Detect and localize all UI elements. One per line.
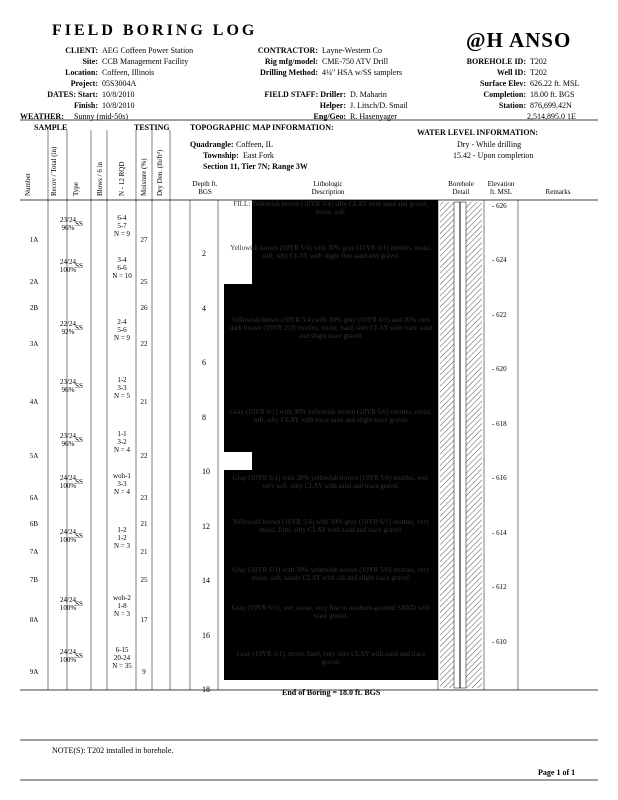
sample-recovery: 24/24 xyxy=(60,596,76,604)
sample-blows: 5-7 xyxy=(117,222,127,230)
sample-id: 2A xyxy=(29,278,39,286)
eng-value: R. Hasenyager xyxy=(350,112,398,121)
sample-blows: 1-8 xyxy=(117,602,127,610)
sample-n-value: N = 10 xyxy=(112,272,132,280)
sample-blows: 5-6 xyxy=(117,326,127,334)
lithologic-description: Yellowish brown (10YR 5/4) with 30% gray (10YR 6/1) mottles, very moist, firm, silty CLAY with sand and trace gravel. xyxy=(232,518,430,534)
sample-percent: 100% xyxy=(59,266,77,274)
col-elev-2: ft. MSL xyxy=(489,188,513,196)
sample-type: SS xyxy=(75,478,83,486)
sample-recovery: 23/24 xyxy=(60,432,76,440)
staff-label: FIELD STAFF: Driller: xyxy=(264,90,346,99)
sample-n-value: N = 4 xyxy=(113,488,130,496)
col-type: Type xyxy=(72,182,80,196)
sample-blows: 6-15 xyxy=(115,646,129,654)
sample-blows: 1-2 xyxy=(117,376,127,384)
elevation-label: - 616 xyxy=(492,474,507,483)
sample-type: SS xyxy=(75,652,83,660)
company-logo-text: @H ANSO xyxy=(466,28,572,52)
location-label: Location: xyxy=(65,68,98,77)
sample-blows: 3-2 xyxy=(117,438,127,446)
finish-date: 10/8/2010 xyxy=(102,101,135,110)
col-dry-density: Dry Den. (lb/ft³) xyxy=(156,149,164,196)
borehole-value: T202 xyxy=(530,57,547,66)
station-label: Station: xyxy=(498,101,526,110)
completion-value: 18.00 ft. BGS xyxy=(530,90,575,99)
sample-moisture: 21 xyxy=(140,520,148,528)
rig-label: Rig mfg/model: xyxy=(264,57,318,66)
sample-recovery: 24/24 xyxy=(60,258,76,266)
drilling-value: 4¼" HSA w/SS samplers xyxy=(322,68,403,77)
sample-type: SS xyxy=(75,532,83,540)
sample-type: SS xyxy=(75,600,83,608)
col-litho-2: Description xyxy=(311,188,345,196)
project-label: Project: xyxy=(70,79,98,88)
township-label: Township: xyxy=(203,151,239,160)
sample-blows: 1-2 xyxy=(117,534,127,542)
depth-label: 4 xyxy=(202,303,206,313)
site-value: CCB Management Facility xyxy=(102,57,189,66)
sample-recovery: 22/24 xyxy=(60,320,76,328)
section-line: Section 11, Tier 7N; Range 3W xyxy=(203,162,308,171)
sample-percent: 100% xyxy=(59,604,77,612)
depth-label: 16 xyxy=(202,630,210,640)
weather-label: WEATHER: xyxy=(20,112,64,121)
sample-recovery: 24/24 xyxy=(60,474,76,482)
station-value: 876,699.42N xyxy=(530,101,572,110)
helper-label: Helper: xyxy=(319,101,346,110)
col-borehole-2: Detail xyxy=(452,188,470,196)
lithologic-description: Gray (10YR 6/1) with 30% yellowish brown (10YR 5/6) mottles, wet, very soft, silty CLAY with sand and trace gravel. xyxy=(232,474,430,490)
start-date: 10/8/2010 xyxy=(102,90,135,99)
sample-percent: 96% xyxy=(61,224,75,232)
completion-label: Completion: xyxy=(483,90,526,99)
sample-n-value: N = 9 xyxy=(113,334,130,342)
end-of-boring: End of Boring = 18.0 ft. BGS xyxy=(282,688,381,697)
sample-id: 9A xyxy=(29,668,39,676)
water-heading: WATER LEVEL INFORMATION: xyxy=(417,128,539,137)
depth-label: 12 xyxy=(202,521,210,531)
depth-label: 14 xyxy=(202,576,210,586)
helper-value: J. Litsch/D. Smail xyxy=(350,101,408,110)
sample-percent: 100% xyxy=(59,536,77,544)
contractor-label: CONTRACTOR: xyxy=(257,46,318,55)
well-value: T202 xyxy=(530,68,547,77)
sample-moisture: 27 xyxy=(140,236,148,244)
note-text: NOTE(S): T202 installed in borehole. xyxy=(52,746,174,755)
sample-blows: 20-24 xyxy=(113,654,131,662)
rig-value: CME-750 ATV Drill xyxy=(322,57,389,66)
elevation-label: - 620 xyxy=(492,365,507,374)
sample-id: 5A xyxy=(29,452,39,460)
sample-blows: 6-4 xyxy=(117,214,127,222)
sample-blows: 6-6 xyxy=(117,264,127,272)
lithologic-description: Gray (10YR 6/1) with 30% yellowish brown (10YR 5/6) mottles, moist, soft, silty CLAY with trace sand and slight trace gravel. xyxy=(229,408,433,424)
sample-id: 8A xyxy=(29,616,39,624)
surface-value: 626.22 ft. MSL xyxy=(530,79,580,88)
elevation-label: - 612 xyxy=(492,583,507,592)
sample-blows: woh-1 xyxy=(113,472,131,480)
water-line-2: 15.42 - Upon completion xyxy=(453,151,534,160)
sample-recovery: 24/24 xyxy=(60,648,76,656)
sample-n-value: N = 35 xyxy=(112,662,132,670)
elevation-label: - 614 xyxy=(492,528,507,537)
sample-percent: 100% xyxy=(59,656,77,664)
testing-heading: TESTING xyxy=(134,123,170,132)
surface-label: Surface Elev: xyxy=(480,79,526,88)
depth-label: 2 xyxy=(202,249,206,259)
borehole-label: BOREHOLE ID: xyxy=(466,57,526,66)
sample-blows: 2-4 xyxy=(117,318,127,326)
sample-percent: 96% xyxy=(61,386,75,394)
weather-value: Sunny (mid-50s) xyxy=(74,112,128,121)
sample-blows: 1-1 xyxy=(117,430,127,438)
col-n-rqd: N - 12 RQD xyxy=(118,161,126,196)
sample-moisture: 9 xyxy=(142,668,146,676)
sample-id: 2B xyxy=(29,304,39,312)
col-blows: Blows / 6 in xyxy=(96,161,104,196)
sample-moisture: 23 xyxy=(140,494,148,502)
sample-id: 7A xyxy=(29,548,39,556)
sample-moisture: 26 xyxy=(140,304,148,312)
sample-n-value: N = 3 xyxy=(113,610,130,618)
sample-blows: 3-3 xyxy=(117,480,127,488)
lithologic-description: Gray (10YR 6/1), moist, hard, very silty CLAY with sand and trace gravel. xyxy=(236,650,426,666)
depth-label: 18 xyxy=(202,685,210,694)
col-depth: Depth ft. BGS xyxy=(192,180,218,196)
elevation-label: - 624 xyxy=(492,256,507,265)
col-recov: Recov / Total (in) xyxy=(50,146,58,196)
sample-percent: 96% xyxy=(61,440,75,448)
sample-id: 7B xyxy=(29,576,39,584)
quad-value: Coffeen, IL xyxy=(236,140,274,149)
sample-moisture: 21 xyxy=(140,398,148,406)
sample-moisture: 25 xyxy=(140,576,148,584)
redaction-block xyxy=(252,452,438,470)
project-value: 05S3004A xyxy=(102,79,137,88)
sample-recovery: 23/24 xyxy=(60,378,76,386)
log-title: FIELD BORING LOG xyxy=(52,22,258,39)
sample-moisture: 22 xyxy=(140,340,148,348)
well-label: Well ID: xyxy=(496,68,526,77)
sample-n-value: N = 4 xyxy=(113,446,130,454)
sample-percent: 92% xyxy=(61,328,75,336)
sample-moisture: 21 xyxy=(140,548,148,556)
sample-blows: 3-4 xyxy=(117,256,127,264)
sample-n-value: N = 9 xyxy=(113,230,130,238)
sample-moisture: 25 xyxy=(140,278,148,286)
client-value: AEG Coffeen Power Station xyxy=(102,46,194,55)
sample-recovery: 24/24 xyxy=(60,528,76,536)
col-moisture: Moisture (%) xyxy=(140,158,148,196)
col-borehole-1: Borehole xyxy=(448,180,474,188)
sample-type: SS xyxy=(75,220,83,228)
drilling-label: Drilling Method: xyxy=(260,68,318,77)
sample-id: 4A xyxy=(29,398,39,406)
depth-label: 8 xyxy=(202,412,206,422)
sample-type: SS xyxy=(75,436,83,444)
sample-id: 6B xyxy=(29,520,39,528)
sample-recovery: 23/24 xyxy=(60,216,76,224)
elevation-label: - 622 xyxy=(492,310,507,319)
lithologic-description: Gray (10YR 6/1), wet, loose, very fine to medium-grained SAND with trace gravel. xyxy=(231,604,431,620)
elevation-label: - 626 xyxy=(492,201,507,210)
location-value: Coffeen, Illinois xyxy=(102,68,155,77)
dates-label: DATES: Start: xyxy=(47,90,98,99)
lithologic-description: FILL: Yellowish brown (10YR 5/4) silty CLAY with sand and gravel, moist, soft. xyxy=(233,200,429,216)
topo-heading: TOPOGRAPHIC MAP INFORMATION: xyxy=(190,123,334,132)
sample-heading: SAMPLE xyxy=(34,123,68,132)
finish-label: Finish: xyxy=(73,101,98,110)
water-line-1: Dry - While drilling xyxy=(457,140,522,149)
sample-id: 3A xyxy=(29,340,39,348)
sample-moisture: 22 xyxy=(140,452,148,460)
sample-n-value: N = 5 xyxy=(113,392,130,400)
lithologic-description: Gray (10YR 6/1) with 30% yellowish brown (10YR 5/6) mottles, very moist, soft, sandy CLAY with silt and slight trace gravel. xyxy=(232,566,430,582)
col-litho-1: Lithologic xyxy=(313,180,343,188)
sample-n-value: N = 3 xyxy=(113,542,130,550)
sample-id: 6A xyxy=(29,494,39,502)
sample-type: SS xyxy=(75,382,83,390)
quad-label: Quadrangle: xyxy=(190,140,234,149)
sample-moisture: 17 xyxy=(140,616,148,624)
col-number: Number xyxy=(24,173,32,196)
depth-label: 10 xyxy=(202,467,210,477)
sample-percent: 100% xyxy=(59,482,77,490)
elevation-label: - 618 xyxy=(492,419,507,428)
client-label: CLIENT: xyxy=(65,46,98,55)
sample-id: 1A xyxy=(29,236,39,244)
col-elev-1: Elevation xyxy=(487,180,515,188)
sample-type: SS xyxy=(75,324,83,332)
lithologic-description: Yellowish brown (10YR 5/4) with 30% gray (10YR 6/1) mottles, moist, soft, silty CLAY with slight fine sand and gravel. xyxy=(230,244,432,260)
col-remarks: Remarks xyxy=(545,188,571,196)
station-value-2: 2,514,895.0 1E xyxy=(527,112,576,121)
sample-blows: 1-2 xyxy=(117,526,127,534)
contractor-value: Layne-Western Co xyxy=(322,46,382,55)
site-label: Site: xyxy=(82,57,98,66)
sample-type: SS xyxy=(75,262,83,270)
sample-blows: woh-2 xyxy=(113,594,131,602)
sample-blows: 3-3 xyxy=(117,384,127,392)
township-value: East Fork xyxy=(243,151,274,160)
driller-value: D. Maharin xyxy=(350,90,387,99)
lithologic-description: Yellowish brown (10YR 5/4) with 30% gray (10YR 6/1) and 20% very dark brown (10YR 2/2) mottles, moist, hard, silty CLAY with trace sand and slight trace gravel. xyxy=(229,316,433,340)
elevation-label: - 610 xyxy=(492,637,507,646)
page-number: Page 1 of 1 xyxy=(538,768,576,777)
eng-label: Eng/Geo: xyxy=(313,112,346,121)
depth-label: 6 xyxy=(202,358,206,368)
